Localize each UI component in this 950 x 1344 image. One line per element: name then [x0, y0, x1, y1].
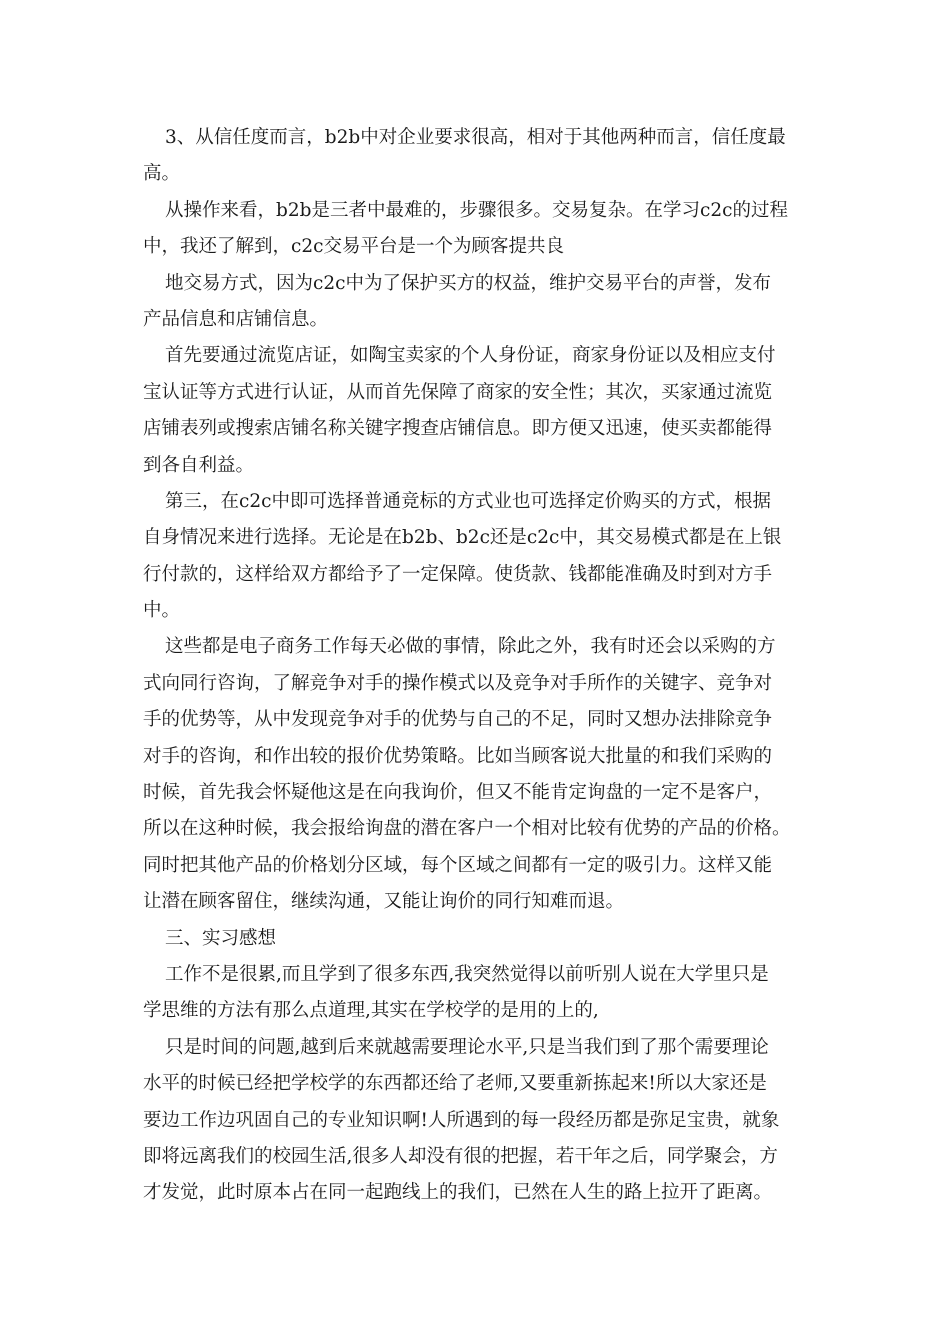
text-line: 让潜在顾客留住，继续沟通，又能让询价的同行知难而退。 [143, 891, 625, 913]
text-line: 式向同行咨询，了解竞争对手的操作模式以及竞争对手所作的关键字、竞争对 [143, 672, 773, 694]
text-line: 地交易方式，因为c2c中为了保护买方的权益，维护交易平台的声誉，发布 [165, 272, 771, 294]
text-line: 时候，首先我会怀疑他这是在向我询价，但又不能肯定询盘的一定不是客户， [143, 782, 773, 804]
text-line: 只是时间的问题,越到后来就越需要理论水平,只是当我们到了那个需要理论 [165, 1036, 769, 1058]
text-line: 所以在这种时候，我会报给询盘的潜在客户一个相对比较有优势的产品的价格。 [143, 818, 791, 840]
text-line: 第三，在c2c中即可选择普通竞标的方式业也可选择定价购买的方式，根据 [165, 490, 771, 512]
text-line: 同时把其他产品的价格划分区域，每个区域之间都有一定的吸引力。这样又能 [143, 854, 773, 876]
text-line: 行付款的，这样给双方都给予了一定保障。使货款、钱都能准确及时到对方手 [143, 563, 773, 585]
text-line: 水平的时候已经把学校学的东西都还给了老师,又要重新拣起来!所以大家还是 [143, 1073, 767, 1095]
document-body [143, 120, 803, 1212]
text-line: 宝认证等方式进行认证，从而首先保障了商家的安全性；其次，买家通过流览 [143, 381, 773, 403]
text-line: 从操作来看，b2b是三者中最难的，步骤很多。交易复杂。在学习c2c的过程 [165, 199, 788, 221]
text-line: 即将远离我们的校园生活,很多人却没有很的把握，若干年之后，同学聚会，方 [143, 1145, 778, 1167]
text-line: 产品信息和店铺信息。 [143, 308, 329, 330]
text-line: 首先要通过流览店证，如陶宝卖家的个人身份证，商家身份证以及相应支付 [165, 345, 776, 367]
text-line: 才发觉，此时原本占在同一起跑线上的我们，已然在人生的路上拉开了距离。 [143, 1182, 773, 1204]
text-line: 工作不是很累,而且学到了很多东西,我突然觉得以前听别人说在大学里只是 [165, 963, 769, 985]
text-line: 中，我还了解到，c2c交易平台是一个为顾客提共良 [143, 236, 564, 258]
text-line: 店铺表列或搜索店铺名称关键字搜查店铺信息。即方便又迅速，使买卖都能得 [143, 418, 773, 440]
text-line: 对手的咨询，和作出较的报价优势策略。比如当顾客说大批量的和我们采购的 [143, 745, 773, 767]
text-line: 3、从信任度而言，b2b中对企业要求很高，相对于其他两种而言，信任度最 [165, 127, 786, 148]
text-line: 中。 [143, 600, 181, 622]
text-line: 自身情况来进行选择。无论是在b2b、b2c还是c2c中，其交易模式都是在上银 [143, 527, 782, 549]
text-line: 要边工作边巩固自己的专业知识啊!人所遇到的每一段经历都是弥足宝贵，就象 [143, 1109, 780, 1131]
text-line: 学思维的方法有那么点道理,其实在学校学的是用的上的, [143, 1000, 599, 1022]
text-line: 三、实习感想 [165, 927, 277, 949]
text-line: 这些都是电子商务工作每天必做的事情，除此之外，我有时还会以采购的方 [165, 636, 776, 658]
text-line: 手的优势等，从中发现竞争对手的优势与自己的不足，同时又想办法排除竞争 [143, 709, 773, 731]
text-line: 到各自利益。 [143, 454, 255, 476]
text-line: 高。 [143, 163, 181, 185]
